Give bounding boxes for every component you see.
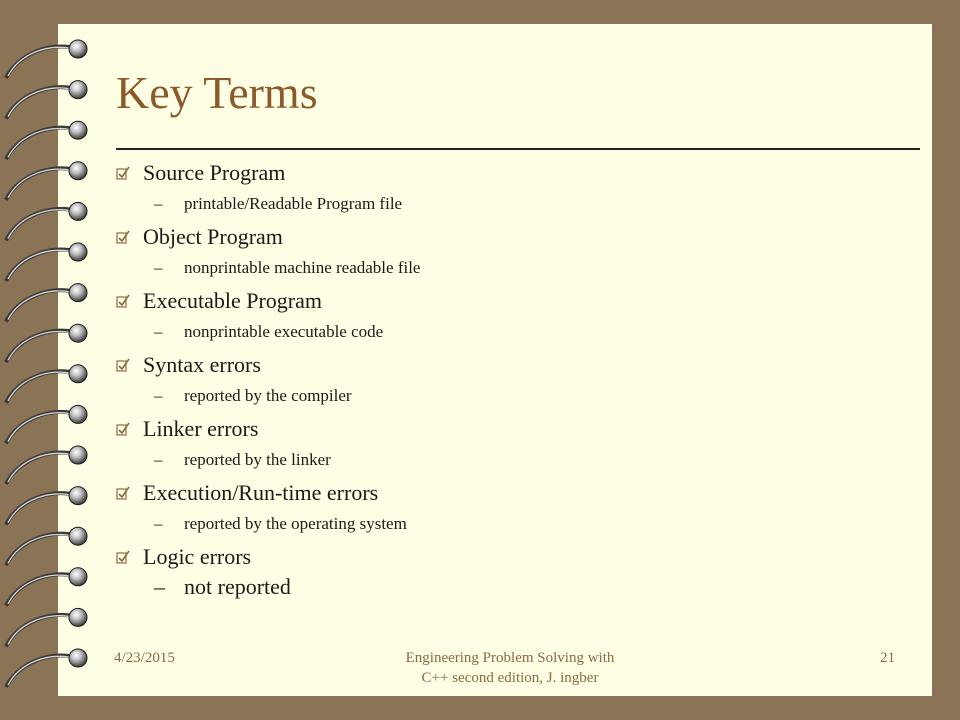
list-item <box>110 285 910 349</box>
term-label: Execution/Run-time errors <box>143 480 379 505</box>
description-text: not reported <box>184 574 291 599</box>
list-item <box>110 221 910 285</box>
checkbox-bullet-icon <box>116 294 130 308</box>
term-description <box>154 321 383 343</box>
spiral-ring <box>69 649 87 667</box>
list-item <box>110 349 910 413</box>
checkbox-bullet-icon <box>116 486 130 500</box>
term-label: Executable Program <box>143 288 322 313</box>
dash-marker: – <box>154 450 163 469</box>
term-description <box>154 449 331 471</box>
spiral-coil <box>6 128 74 160</box>
checkbox-bullet-icon <box>116 422 130 436</box>
spiral-binding <box>0 28 110 688</box>
spiral-coil <box>6 46 74 78</box>
spiral-coil <box>6 493 74 525</box>
spiral-coil <box>6 574 74 606</box>
title-divider <box>116 148 920 150</box>
description-text: reported by the linker <box>184 450 331 469</box>
checkbox-bullet-icon <box>116 166 130 180</box>
spiral-coil <box>6 371 74 403</box>
footer-page-number: 21 <box>880 650 895 666</box>
term-description <box>154 385 352 407</box>
spiral-ring <box>69 365 87 383</box>
spiral-coil <box>6 534 74 566</box>
spiral-ring <box>69 608 87 626</box>
checkbox-bullet-icon <box>116 550 130 564</box>
description-text: nonprintable machine readable file <box>184 258 421 277</box>
dash-marker: – <box>154 514 163 533</box>
spiral-ring <box>69 405 87 423</box>
term-label: Syntax errors <box>143 352 261 377</box>
description-text: nonprintable executable code <box>184 322 384 341</box>
spiral-coil <box>6 331 74 363</box>
list-item <box>110 413 910 477</box>
description-text: reported by the operating system <box>184 514 407 533</box>
spiral-ring <box>69 243 87 261</box>
spiral-ring <box>69 446 87 464</box>
spiral-coil <box>6 452 74 484</box>
spiral-ring <box>69 487 87 505</box>
key-terms-list <box>110 157 910 605</box>
description-text: printable/Readable Program file <box>184 194 403 213</box>
checkbox-bullet-icon <box>116 230 130 244</box>
spiral-coil <box>6 615 74 647</box>
dash-marker: – <box>154 322 163 341</box>
footer-course-line-2: C++ second edition, J. ingber <box>421 670 599 686</box>
footer-course-line-1: Engineering Problem Solving with <box>405 650 615 666</box>
term-description <box>154 193 402 215</box>
spiral-ring <box>69 162 87 180</box>
term-label: Object Program <box>143 224 283 249</box>
footer-course <box>330 648 690 688</box>
term-label: Linker errors <box>143 416 259 441</box>
spiral-coil <box>6 249 74 281</box>
dash-marker: – <box>154 258 163 277</box>
term-description <box>154 257 420 279</box>
list-item <box>110 477 910 541</box>
term-description <box>154 573 291 601</box>
description-text: reported by the compiler <box>184 386 352 405</box>
dash-marker: – <box>154 194 163 213</box>
term-label: Source Program <box>143 160 286 185</box>
spiral-ring <box>69 40 87 58</box>
dash-marker: – <box>154 386 163 405</box>
spiral-coil <box>6 168 74 200</box>
slide-title: Key Terms <box>116 67 318 118</box>
spiral-ring <box>69 527 87 545</box>
spiral-ring <box>69 324 87 342</box>
spiral-coil <box>6 290 74 322</box>
spiral-ring <box>69 121 87 139</box>
term-description <box>154 513 407 535</box>
spiral-coil <box>6 412 74 444</box>
term-label: Logic errors <box>143 544 252 569</box>
list-item <box>110 541 910 605</box>
spiral-ring <box>69 568 87 586</box>
spiral-ring <box>69 202 87 220</box>
spiral-coil <box>6 209 74 241</box>
list-item <box>110 157 910 221</box>
checkbox-bullet-icon <box>116 358 130 372</box>
footer-date: 4/23/2015 <box>114 650 175 666</box>
spiral-coil <box>6 87 74 119</box>
spiral-ring <box>69 81 87 99</box>
dash-marker: – <box>154 574 165 599</box>
spiral-ring <box>69 284 87 302</box>
spiral-coil <box>6 655 74 687</box>
